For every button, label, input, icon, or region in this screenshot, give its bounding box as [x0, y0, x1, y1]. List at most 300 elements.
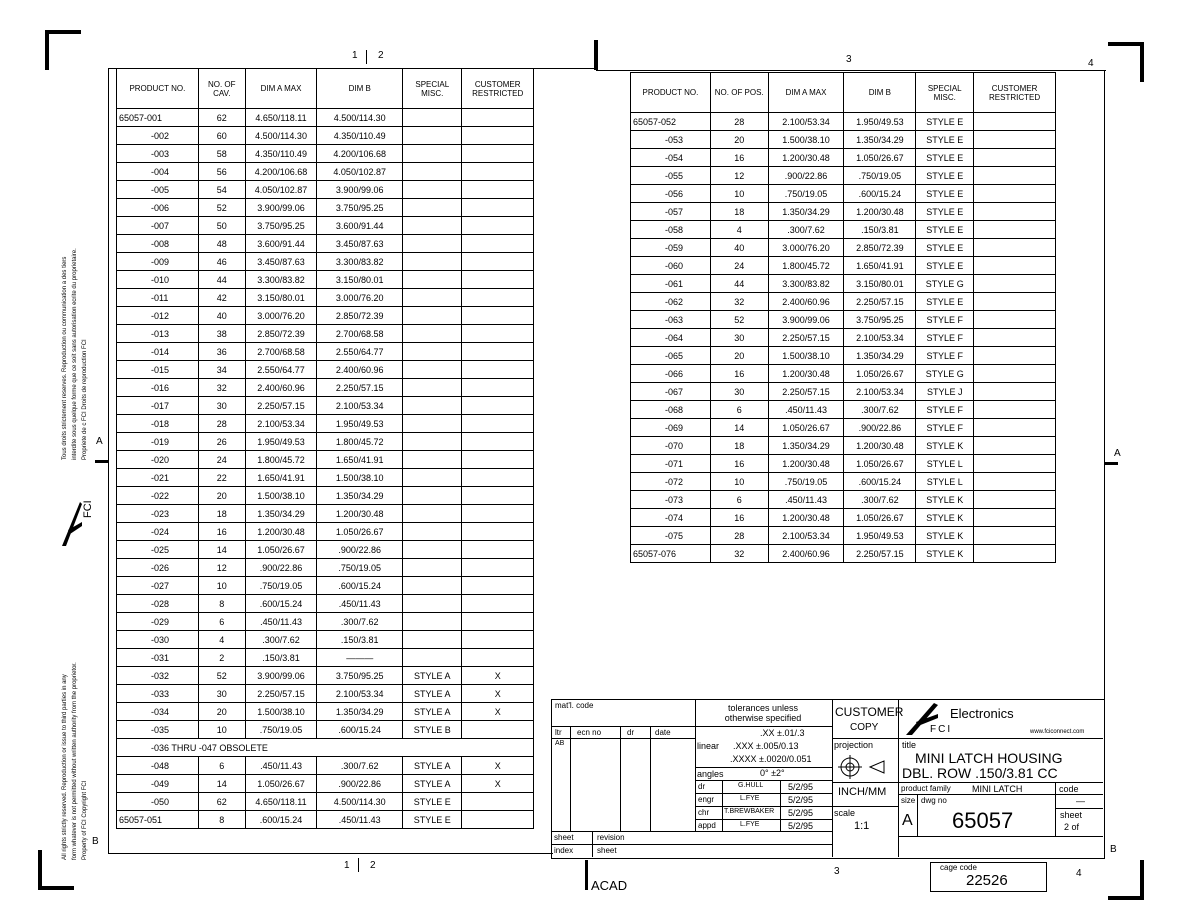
- date-col-label: date: [655, 728, 671, 737]
- product-number: -004: [117, 163, 199, 181]
- dim-b-value: 3.300/83.82: [317, 253, 403, 271]
- product-number: -053: [631, 131, 711, 149]
- dim-a-value: 2.100/53.34: [768, 113, 844, 131]
- customer-restricted: [462, 487, 534, 505]
- special-misc: [403, 631, 462, 649]
- border-line: [95, 460, 109, 463]
- tb-divider: [898, 836, 1103, 837]
- dim-b-value: 3.000/76.20: [317, 289, 403, 307]
- cage-code-value: 22526: [966, 872, 1008, 889]
- company-sub: FCI: [930, 724, 953, 735]
- tb-divider: [620, 726, 621, 831]
- special-misc: STYLE F: [916, 329, 974, 347]
- product-number: 65057-051: [117, 811, 199, 829]
- dim-b-value: .900/22.86: [317, 541, 403, 559]
- customer-restricted: [462, 253, 534, 271]
- customer-restricted: [462, 721, 534, 739]
- positions-count: 18: [198, 505, 245, 523]
- table-row: [117, 397, 534, 415]
- customer-restricted: [974, 329, 1056, 347]
- dim-a-value: .300/7.62: [245, 631, 317, 649]
- product-number: -061: [631, 275, 711, 293]
- dim-a-value: 4.500/114.30: [245, 127, 317, 145]
- dim-b-value: 1.500/38.10: [317, 469, 403, 487]
- table-row: [631, 131, 1056, 149]
- zone-divider: [358, 858, 359, 872]
- special-misc: STYLE A: [403, 757, 462, 775]
- product-number: 65057-001: [117, 109, 199, 127]
- customer-restricted: [974, 437, 1056, 455]
- dim-a-value: 2.550/64.77: [245, 361, 317, 379]
- dim-a-value: 1.050/26.67: [768, 419, 844, 437]
- positions-count: 52: [198, 199, 245, 217]
- customer-restricted: [462, 127, 534, 145]
- dim-a-value: .450/11.43: [768, 401, 844, 419]
- special-misc: [403, 307, 462, 325]
- dim-b-value: 4.050/102.87: [317, 163, 403, 181]
- table-row: [631, 239, 1056, 257]
- dim-a-value: 2.400/60.96: [245, 379, 317, 397]
- engr-date: 5/2/95: [788, 795, 814, 805]
- dim-a-value: .750/19.05: [768, 185, 844, 203]
- customer-restricted: X: [462, 757, 534, 775]
- positions-count: 16: [710, 509, 768, 527]
- dim-b-value: .750/19.05: [844, 167, 916, 185]
- sheet-number-value: 2 of: [1064, 822, 1080, 832]
- customer-restricted: [974, 131, 1056, 149]
- tolerances-title: tolerances unless otherwise specified: [724, 703, 802, 723]
- scale-label: scale: [834, 808, 856, 818]
- dim-b-value: 1.050/26.67: [844, 365, 916, 383]
- table-row: [117, 505, 534, 523]
- special-misc: [403, 505, 462, 523]
- special-misc: STYLE F: [916, 311, 974, 329]
- customer-restricted: [974, 545, 1056, 563]
- customer-restricted: [974, 527, 1056, 545]
- positions-count: 46: [198, 253, 245, 271]
- third-angle-projection-icon: [838, 755, 892, 779]
- product-number: -055: [631, 167, 711, 185]
- positions-count: 62: [198, 793, 245, 811]
- col-header-customer: CUSTOMER RESTRICTED: [462, 69, 534, 109]
- product-number: -019: [117, 433, 199, 451]
- product-number: -069: [631, 419, 711, 437]
- table-row: [117, 127, 534, 145]
- customer-copy-label: CUSTOMER: [835, 705, 904, 719]
- positions-count: 12: [710, 167, 768, 185]
- customer-restricted: [462, 505, 534, 523]
- dim-b-value: .150/3.81: [317, 631, 403, 649]
- customer-restricted: [974, 203, 1056, 221]
- table-row: [631, 473, 1056, 491]
- positions-count: 6: [198, 757, 245, 775]
- positions-count: 30: [710, 329, 768, 347]
- special-misc: STYLE E: [916, 113, 974, 131]
- title-label: title: [902, 740, 917, 750]
- side-note-line: Property of FCI Copyright FCI: [82, 780, 88, 860]
- special-misc: STYLE K: [916, 527, 974, 545]
- special-misc: [403, 289, 462, 307]
- special-misc: [403, 577, 462, 595]
- dim-a-value: 4.350/110.49: [245, 145, 317, 163]
- table-row: [117, 361, 534, 379]
- special-misc: STYLE E: [916, 239, 974, 257]
- customer-restricted: [462, 469, 534, 487]
- special-misc: STYLE A: [403, 685, 462, 703]
- table-row: [117, 451, 534, 469]
- special-misc: STYLE E: [916, 293, 974, 311]
- special-misc: STYLE F: [916, 347, 974, 365]
- matl-code-label: mat'l. code: [555, 701, 594, 710]
- product-number: -013: [117, 325, 199, 343]
- dim-b-value: 3.450/87.63: [317, 235, 403, 253]
- dim-a-value: .450/11.43: [245, 757, 317, 775]
- special-misc: [403, 649, 462, 667]
- dim-a-value: 2.100/53.34: [768, 527, 844, 545]
- special-misc: STYLE E: [916, 221, 974, 239]
- special-misc: [403, 181, 462, 199]
- special-misc: [403, 559, 462, 577]
- zone-marker: 3: [834, 866, 840, 877]
- col-header-dim-b: DIM B: [844, 73, 916, 113]
- product-number: -059: [631, 239, 711, 257]
- customer-restricted: X: [462, 703, 534, 721]
- angles-label: angles: [697, 769, 724, 779]
- customer-restricted: [974, 221, 1056, 239]
- dim-b-value: 3.900/99.06: [317, 181, 403, 199]
- special-misc: [403, 271, 462, 289]
- code-value: —: [1076, 796, 1085, 806]
- product-number: -023: [117, 505, 199, 523]
- positions-count: 6: [710, 491, 768, 509]
- linear-label: linear: [697, 741, 720, 751]
- table-row: [631, 527, 1056, 545]
- positions-count: 10: [198, 577, 245, 595]
- tb-divider: [551, 726, 695, 727]
- appd-date: 5/2/95: [788, 821, 814, 831]
- table-row: [631, 437, 1056, 455]
- dim-a-value: 4.200/106.68: [245, 163, 317, 181]
- customer-restricted: [974, 311, 1056, 329]
- dim-a-value: 1.800/45.72: [768, 257, 844, 275]
- dim-a-value: 2.100/53.34: [245, 415, 317, 433]
- dim-b-value: 1.200/30.48: [317, 505, 403, 523]
- product-number: -031: [117, 649, 199, 667]
- special-misc: STYLE L: [916, 455, 974, 473]
- customer-restricted: [462, 613, 534, 631]
- table-row: [631, 383, 1056, 401]
- customer-restricted: [462, 289, 534, 307]
- special-misc: [403, 379, 462, 397]
- special-misc: STYLE A: [403, 667, 462, 685]
- product-number: -063: [631, 311, 711, 329]
- table-row: [117, 199, 534, 217]
- corner-mark: [1140, 42, 1144, 82]
- table-row: [117, 325, 534, 343]
- dim-a-value: .450/11.43: [245, 613, 317, 631]
- product-number: -028: [117, 595, 199, 613]
- positions-count: 18: [710, 437, 768, 455]
- dim-b-value: 3.150/80.01: [844, 275, 916, 293]
- zone-marker: 2: [370, 860, 376, 871]
- dim-a-value: 3.000/76.20: [768, 239, 844, 257]
- sheet-label: sheet: [554, 833, 574, 842]
- dim-b-value: 2.100/53.34: [844, 383, 916, 401]
- customer-restricted: [974, 383, 1056, 401]
- dim-a-value: 3.000/76.20: [245, 307, 317, 325]
- special-misc: [403, 235, 462, 253]
- obsolete-note: -036 THRU -047 OBSOLETE: [117, 739, 534, 757]
- sheet-label-2: sheet: [597, 846, 617, 855]
- product-number: -064: [631, 329, 711, 347]
- table-row: [117, 595, 534, 613]
- positions-count: 58: [198, 145, 245, 163]
- customer-restricted: [462, 199, 534, 217]
- chr-date: 5/2/95: [788, 808, 814, 818]
- dim-b-value: .600/15.24: [317, 721, 403, 739]
- positions-count: 28: [710, 527, 768, 545]
- table-row: [117, 181, 534, 199]
- dim-a-value: 1.050/26.67: [245, 775, 317, 793]
- dim-b-value: .900/22.86: [844, 419, 916, 437]
- dim-b-value: 1.350/34.29: [844, 131, 916, 149]
- dim-a-value: 2.400/60.96: [768, 293, 844, 311]
- special-misc: [403, 145, 462, 163]
- product-number: -003: [117, 145, 199, 163]
- product-number: -006: [117, 199, 199, 217]
- dim-b-value: 4.500/114.30: [317, 109, 403, 127]
- size-value: A: [902, 812, 913, 829]
- special-misc: STYLE J: [916, 383, 974, 401]
- positions-count: 30: [198, 397, 245, 415]
- table-row: [631, 545, 1056, 563]
- dr-label: dr: [698, 782, 706, 791]
- border-line: [1104, 462, 1118, 465]
- positions-count: 16: [710, 365, 768, 383]
- tol-xx: .XX ±.01/.3: [760, 728, 805, 738]
- border-line: [108, 853, 553, 854]
- table-row: [117, 541, 534, 559]
- dim-a-value: 3.150/80.01: [245, 289, 317, 307]
- table-row: [631, 275, 1056, 293]
- customer-restricted: [974, 113, 1056, 131]
- dim-b-value: 2.100/53.34: [317, 397, 403, 415]
- special-misc: STYLE E: [403, 811, 462, 829]
- dim-a-value: 1.200/30.48: [768, 149, 844, 167]
- positions-count: 36: [198, 343, 245, 361]
- special-misc: [403, 451, 462, 469]
- customer-restricted: [462, 793, 534, 811]
- tb-divider: [832, 782, 898, 783]
- customer-restricted: [974, 185, 1056, 203]
- positions-count: 38: [198, 325, 245, 343]
- product-number: -016: [117, 379, 199, 397]
- dim-b-value: .300/7.62: [317, 613, 403, 631]
- product-number: -068: [631, 401, 711, 419]
- customer-restricted: [462, 649, 534, 667]
- special-misc: STYLE L: [916, 473, 974, 491]
- tol-xxxx: .XXXX ±.0020/0.051: [730, 754, 812, 764]
- table-row: [117, 271, 534, 289]
- drawing-title-line2: DBL. ROW .150/3.81 CC: [902, 765, 1058, 781]
- positions-count: 40: [198, 307, 245, 325]
- special-misc: [403, 325, 462, 343]
- dim-b-value: .600/15.24: [844, 473, 916, 491]
- dim-a-value: .900/22.86: [245, 559, 317, 577]
- customer-restricted: [974, 149, 1056, 167]
- right-product-table: [630, 72, 1056, 563]
- customer-copy-label-2: COPY: [850, 722, 879, 733]
- product-number: -072: [631, 473, 711, 491]
- special-misc: [403, 487, 462, 505]
- customer-restricted: [462, 163, 534, 181]
- customer-restricted: [974, 167, 1056, 185]
- special-misc: STYLE E: [916, 131, 974, 149]
- tb-divider: [695, 699, 696, 831]
- positions-count: 48: [198, 235, 245, 253]
- special-misc: STYLE E: [403, 793, 462, 811]
- border-line: [596, 70, 1106, 71]
- col-header-special: SPECIAL MISC.: [403, 69, 462, 109]
- dim-a-value: .750/19.05: [245, 721, 317, 739]
- product-number: -029: [117, 613, 199, 631]
- table-row: [117, 613, 534, 631]
- col-header-dim-a: DIM A MAX: [245, 69, 317, 109]
- product-number: -008: [117, 235, 199, 253]
- special-misc: STYLE F: [916, 419, 974, 437]
- tb-divider: [917, 794, 918, 836]
- corner-mark: [1140, 860, 1144, 900]
- dim-b-value: 1.350/34.29: [844, 347, 916, 365]
- special-misc: STYLE G: [916, 275, 974, 293]
- positions-count: 30: [710, 383, 768, 401]
- customer-restricted: [462, 307, 534, 325]
- dim-a-value: 3.450/87.63: [245, 253, 317, 271]
- dim-a-value: 4.650/118.11: [245, 109, 317, 127]
- special-misc: STYLE E: [916, 167, 974, 185]
- special-misc: [403, 217, 462, 235]
- dim-a-value: 4.650/118.11: [245, 793, 317, 811]
- tb-divider: [695, 780, 832, 781]
- customer-restricted: [462, 361, 534, 379]
- customer-restricted: [974, 257, 1056, 275]
- customer-restricted: [462, 541, 534, 559]
- product-number: -049: [117, 775, 199, 793]
- customer-restricted: [974, 455, 1056, 473]
- dim-a-value: 4.050/102.87: [245, 181, 317, 199]
- corner-mark: [45, 30, 81, 34]
- product-number: -054: [631, 149, 711, 167]
- customer-restricted: [462, 811, 534, 829]
- customer-restricted: [462, 397, 534, 415]
- dim-b-value: 4.200/106.68: [317, 145, 403, 163]
- customer-restricted: X: [462, 667, 534, 685]
- product-number: -027: [117, 577, 199, 595]
- dim-b-value: 3.150/80.01: [317, 271, 403, 289]
- tb-divider: [832, 738, 898, 739]
- dim-b-value: 2.250/57.15: [844, 293, 916, 311]
- dim-a-value: 1.500/38.10: [245, 487, 317, 505]
- dim-a-value: 2.250/57.15: [245, 397, 317, 415]
- positions-count: 32: [710, 545, 768, 563]
- dim-a-value: 1.350/34.29: [768, 437, 844, 455]
- tb-divider: [1055, 782, 1056, 836]
- customer-restricted: [462, 235, 534, 253]
- special-misc: STYLE G: [916, 365, 974, 383]
- positions-count: 24: [198, 451, 245, 469]
- corner-mark: [1108, 896, 1144, 900]
- scale-value: 1:1: [854, 820, 870, 832]
- customer-restricted: X: [462, 685, 534, 703]
- table-row: [631, 509, 1056, 527]
- dim-b-value: 2.850/72.39: [844, 239, 916, 257]
- product-number: -025: [117, 541, 199, 559]
- dim-a-value: .450/11.43: [768, 491, 844, 509]
- tb-divider: [695, 819, 832, 820]
- special-misc: STYLE F: [916, 401, 974, 419]
- tb-divider: [551, 738, 695, 739]
- index-label: index: [554, 846, 574, 855]
- border-line: [585, 860, 588, 890]
- table-row: [117, 721, 534, 739]
- table-row: [117, 667, 534, 685]
- special-misc: STYLE E: [916, 185, 974, 203]
- dim-b-value: .300/7.62: [844, 401, 916, 419]
- zone-marker: A: [96, 436, 103, 447]
- dim-b-value: .600/15.24: [317, 577, 403, 595]
- dr-name: G.HULL: [738, 782, 764, 789]
- appd-name: L.FYE: [740, 821, 760, 828]
- positions-count: 20: [198, 487, 245, 505]
- dim-a-value: 2.850/72.39: [245, 325, 317, 343]
- tb-divider: [570, 726, 571, 831]
- positions-count: 22: [198, 469, 245, 487]
- positions-count: 18: [710, 203, 768, 221]
- dim-b-value: 2.250/57.15: [317, 379, 403, 397]
- ltr-label: ltr: [555, 728, 562, 737]
- table-row: [117, 793, 534, 811]
- dim-b-value: 1.650/41.91: [844, 257, 916, 275]
- dim-b-value: 1.050/26.67: [844, 509, 916, 527]
- special-misc: STYLE B: [403, 721, 462, 739]
- positions-count: 44: [198, 271, 245, 289]
- side-note-line: All rights strictly reserved. Reproduction or issue to third parties in any: [62, 674, 68, 860]
- zone-marker: 3: [846, 54, 852, 65]
- zone-marker: A: [1114, 448, 1121, 459]
- customer-restricted: [462, 343, 534, 361]
- special-misc: [403, 415, 462, 433]
- dim-a-value: 1.950/49.53: [245, 433, 317, 451]
- product-number: -007: [117, 217, 199, 235]
- customer-restricted: [974, 365, 1056, 383]
- dim-b-value: 1.950/49.53: [844, 527, 916, 545]
- positions-count: 56: [198, 163, 245, 181]
- special-misc: [403, 163, 462, 181]
- tb-divider: [1055, 808, 1103, 809]
- dim-b-value: 1.050/26.67: [844, 455, 916, 473]
- tb-divider: [832, 699, 833, 857]
- product-number: -035: [117, 721, 199, 739]
- special-misc: STYLE E: [916, 149, 974, 167]
- positions-count: 44: [710, 275, 768, 293]
- side-note-line: form whatever is not permitted without written authority from the proprietor.: [72, 662, 78, 860]
- product-number: -034: [117, 703, 199, 721]
- table-row: [117, 649, 534, 667]
- product-number: -057: [631, 203, 711, 221]
- special-misc: STYLE A: [403, 703, 462, 721]
- dim-a-value: 3.300/83.82: [768, 275, 844, 293]
- product-number: -032: [117, 667, 199, 685]
